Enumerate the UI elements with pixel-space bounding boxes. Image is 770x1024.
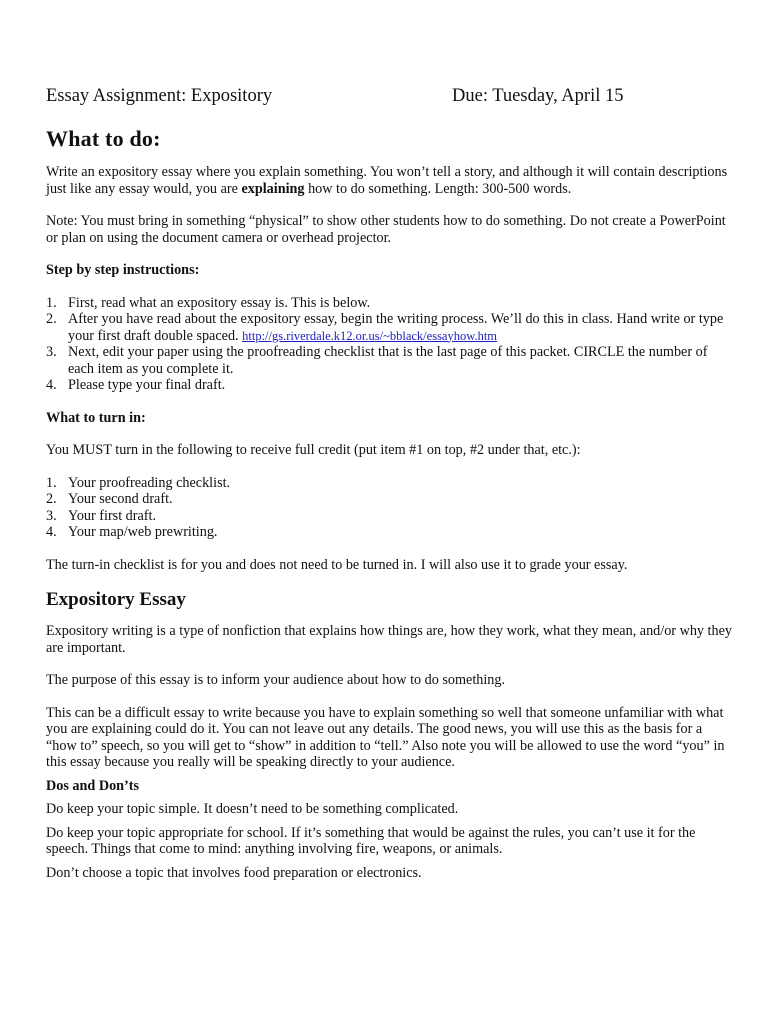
expository-difficulty: This can be a difficult essay to write because you have to explain something so well that someone unfamiliar with what you are explaining could do it. You can not leave out any details. The good news, you will use this as the basis for a “how to” speech, so you will get to “show” in addition to “tell.” Also note you will be allowed to use the word “you” in this essay because you really will be speaking directly to your audience. — [46, 704, 725, 770]
turn-in-intro: You MUST turn in the following to receive full credit (put item #1 on top, #2 under that, etc.): — [46, 442, 581, 458]
turn-in-list — [46, 475, 736, 541]
note-paragraph: Note: You must bring in something “physical” to show other students how to do something. Do not create a PowerPoint or plan on using the document camera or overhead projector. — [46, 213, 726, 246]
dos-donts-label: Dos and Don’ts — [46, 777, 140, 794]
list-item: 2. Your second draft. — [46, 491, 173, 507]
what-to-do-heading: What to do: — [46, 126, 161, 151]
list-item: 4. Your map/web prewriting. — [46, 524, 218, 540]
essay-how-link[interactable]: http://gs.riverdale.k12.or.us/~bblack/essayhow.htm — [242, 328, 498, 343]
do-appropriate: Do keep your topic appropriate for school. If it’s something that would be against the rules, you can’t use it for the speech. Things that come to mind: anything involving fire, weapons, or animals. — [46, 824, 696, 857]
expository-definition: Expository writing is a type of nonfiction that explains how things are, how they work, what they mean, and/or why they are important. — [46, 623, 732, 656]
list-item: 1. First, read what an expository essay is. This is below. — [46, 294, 371, 311]
expository-purpose: The purpose of this essay is to inform your audience about how to do something. — [46, 672, 506, 688]
list-item: 3. Your first draft. — [46, 507, 157, 524]
steps-label: Step by step instructions: — [46, 262, 200, 278]
dont-food-electronics: Don’t choose a topic that involves food preparation or electronics. — [46, 864, 422, 881]
do-simple: Do keep your topic simple. It doesn’t need to be something complicated. — [46, 801, 459, 817]
list-item: 2. After you have read about the expository essay, begin the writing process. We’ll do this in class. Hand write or type your first draft double spaced. http://gs.riverdale.k12.or.us/~bblack/essayhow.htm — [46, 311, 724, 344]
list-item: 1. Your proofreading checklist. — [46, 474, 231, 491]
steps-list — [46, 295, 736, 394]
assignment-title: Essay Assignment: Expository — [46, 86, 273, 106]
list-item: 4. Please type your final draft. — [46, 377, 226, 393]
turn-in-note: The turn-in checklist is for you and does not need to be turned in. I will also use it to grade your essay. — [46, 556, 628, 573]
intro-paragraph: Write an expository essay where you explain something. You won’t tell a story, and although it will contain descriptions just like any essay would, you are explaining how to do something. Length: 300-500 words. — [46, 164, 728, 197]
document-page — [46, 86, 736, 888]
expository-essay-heading: Expository Essay — [46, 589, 186, 610]
due-date: Due: Tuesday, April 15 — [452, 86, 624, 106]
header — [46, 86, 736, 112]
turn-in-label: What to turn in: — [46, 409, 146, 426]
list-item: 3. Next, edit your paper using the proofreading checklist that is the last page of this packet. CIRCLE the number of each item as you complete it. — [46, 344, 708, 377]
